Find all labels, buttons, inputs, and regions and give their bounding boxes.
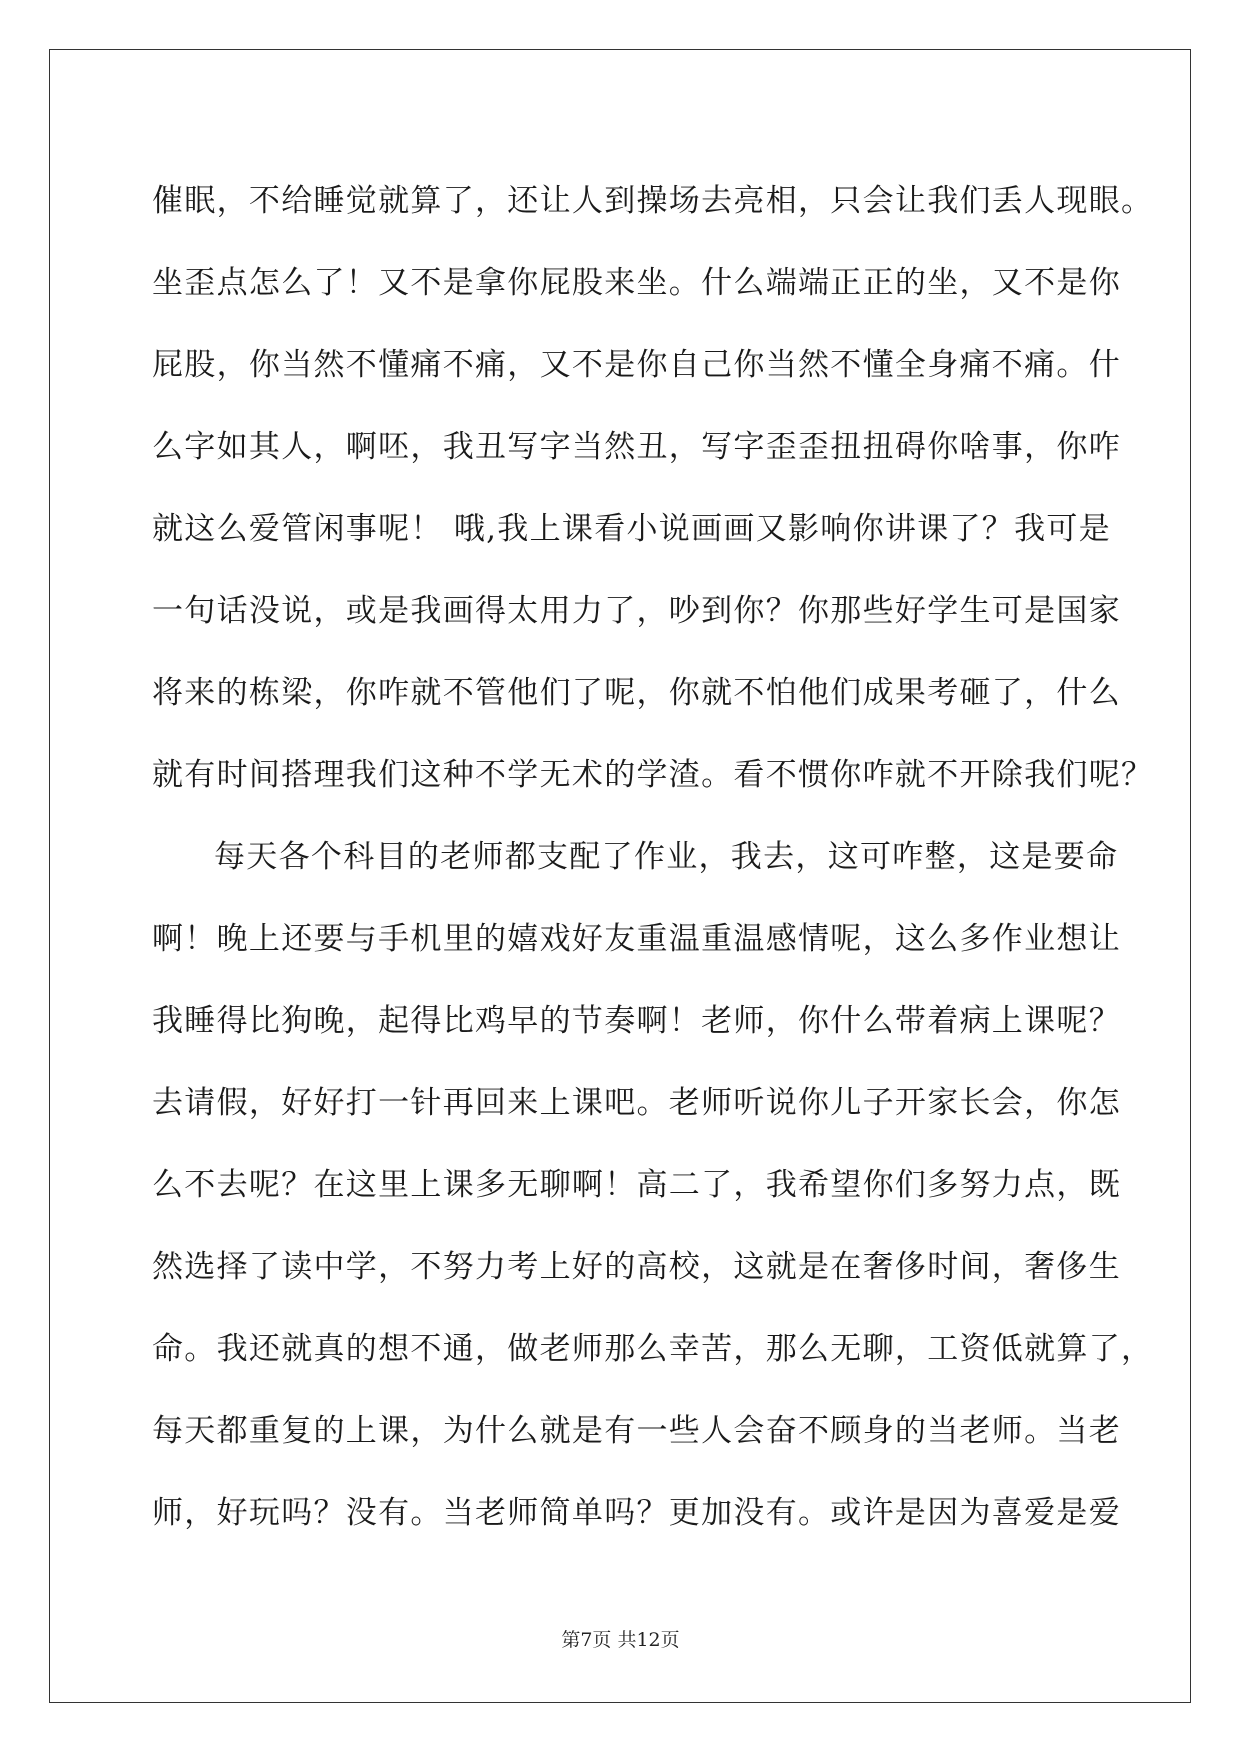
text-line: 啊！晚上还要与手机里的嬉戏好友重温重温感情呢，这么多作业想让 [152, 921, 1121, 957]
text-line: 将来的栋梁，你咋就不管他们了呢，你就不怕他们成果考砸了，什么 [152, 675, 1121, 711]
text-line: 然选择了读中学，不努力考上好的高校，这就是在奢侈时间，奢侈生 [152, 1249, 1121, 1285]
text-line: 去请假，好好打一针再回来上课吧。老师听说你儿子开家长会，你怎 [152, 1085, 1121, 1121]
text-line: 一句话没说，或是我画得太用力了，吵到你？你那些好学生可是国家 [152, 593, 1121, 629]
document-body [152, 160, 1154, 1554]
text-line: 坐歪点怎么了！又不是拿你屁股来坐。什么端端正正的坐，又不是你 [152, 265, 1121, 301]
text-line: 屁股，你当然不懂痛不痛，又不是你自己你当然不懂全身痛不痛。什 [152, 347, 1121, 383]
text-line: 么字如其人，啊呸，我丑写字当然丑，写字歪歪扭扭碍你啥事，你咋 [152, 429, 1121, 465]
text-line: 师，好玩吗？没有。当老师简单吗？更加没有。或许是因为喜爱是爱 [152, 1495, 1121, 1531]
text-line: 催眠，不给睡觉就算了，还让人到操场去亮相，只会让我们丢人现眼。 [152, 183, 1154, 219]
text-line: 每天都重复的上课，为什么就是有一些人会奋不顾身的当老师。当老 [152, 1413, 1121, 1449]
text-line-indented: 每天各个科目的老师都支配了作业，我去，这可咋整，这是要命 [214, 839, 1119, 875]
page-number-footer: 第7页 共12页 [561, 1629, 680, 1651]
text-line: 就有时间搭理我们这种不学无术的学渣。看不惯你咋就不开除我们呢？ [152, 757, 1154, 793]
text-line: 命。我还就真的想不通，做老师那么幸苦，那么无聊，工资低就算了， [152, 1331, 1154, 1367]
text-line: 么不去呢？在这里上课多无聊啊！高二了，我希望你们多努力点，既 [152, 1167, 1121, 1203]
text-line: 就这么爱管闲事呢！ 哦,我上课看小说画画又影响你讲课了？我可是 [152, 511, 1112, 547]
text-line: 我睡得比狗晚，起得比鸡早的节奏啊！老师，你什么带着病上课呢？ [152, 1003, 1121, 1039]
